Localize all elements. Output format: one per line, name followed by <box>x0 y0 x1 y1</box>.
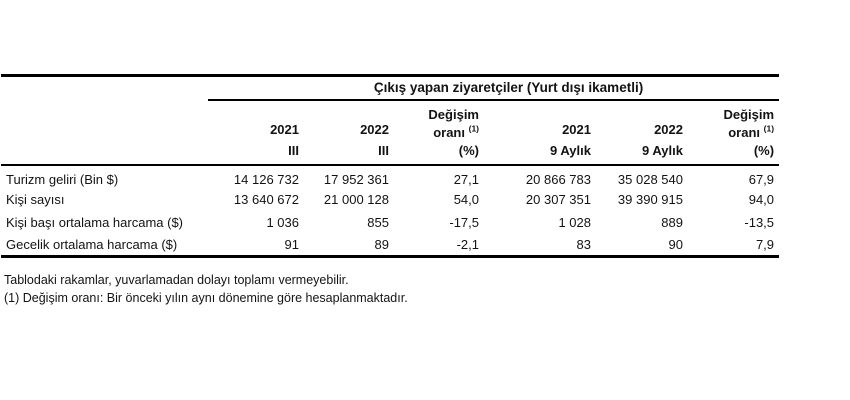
footnote-marker: (1) <box>763 123 775 134</box>
cell-value: -13,5 <box>744 214 775 230</box>
column-header-line2: (%) <box>458 142 479 158</box>
table-row-average-expenditure-per-night <box>1 234 779 257</box>
row-label: Gecelik ortalama harcama ($) <box>6 236 178 252</box>
cell-value: 20 866 783 <box>525 172 591 187</box>
column-header-row <box>1 100 779 165</box>
column-header-line2: III <box>288 142 299 158</box>
cell-value: 17 952 361 <box>323 172 389 187</box>
cell-value: 67,9 <box>748 172 775 187</box>
cell-value: 20 307 351 <box>525 191 591 207</box>
table-row-average-expenditure-per-capita <box>1 211 779 234</box>
column-header-line1: 2022 <box>360 121 389 137</box>
cell-value: 14 126 732 <box>233 172 299 187</box>
column-header-change-rate-9m <box>688 100 779 165</box>
column-header-2022-9m <box>596 100 688 165</box>
cell-value: 7,9 <box>755 236 775 252</box>
row-label: Kişi başı ortalama harcama ($) <box>6 214 184 230</box>
cell-value: 889 <box>661 214 683 230</box>
corner-cell <box>1 76 208 100</box>
column-header-2022-iii <box>304 100 394 165</box>
column-header-2021-9m <box>484 100 596 165</box>
column-header-line1: 2022 <box>654 121 683 137</box>
column-header-line1b: oranı $^{(1)}$ <box>433 123 479 140</box>
column-header-line1: Değişim <box>428 106 479 122</box>
table-footnotes <box>4 272 408 307</box>
row-label: Turizm geliri (Bin $) <box>6 172 119 187</box>
label-column-header <box>1 100 208 165</box>
column-header-line1: 2021 <box>270 121 299 137</box>
footnote-marker: (1) <box>468 123 479 134</box>
cell-value: 27,1 <box>453 172 479 187</box>
tourism-statistics-table <box>1 74 779 258</box>
column-header-line1b: oranı $^{(1)}$ <box>728 123 775 140</box>
cell-value: -2,1 <box>456 236 479 252</box>
table-row-number-of-persons <box>1 188 779 211</box>
cell-value: -17,5 <box>449 214 479 230</box>
span-header-row <box>1 76 779 100</box>
column-header-change-rate-q <box>394 100 484 165</box>
cell-value: 855 <box>367 214 389 230</box>
cell-value: 94,0 <box>748 191 775 207</box>
cell-value: 21 000 128 <box>323 191 389 207</box>
cell-value: 89 <box>374 236 389 252</box>
column-header-2021-iii <box>208 100 304 165</box>
cell-value: 35 028 540 <box>617 172 683 187</box>
footnote-rounding: Tablodaki rakamlar, yuvarlamadan dolayı toplamı vermeyebilir. <box>4 273 349 287</box>
cell-value: 91 <box>284 236 299 252</box>
cell-value: 1 028 <box>558 214 591 230</box>
table-row-tourism-income <box>1 165 779 188</box>
column-header-line2: 9 Aylık <box>550 142 591 158</box>
cell-value: 90 <box>668 236 683 252</box>
cell-value: 1 036 <box>266 214 299 230</box>
column-header-line1: 2021 <box>562 121 591 137</box>
column-header-line2: (%) <box>753 142 775 158</box>
cell-value: 54,0 <box>453 191 479 207</box>
footnote-change-rate: (1) Değişim oranı: Bir önceki yılın aynı dönemine göre hesaplanmaktadır. <box>4 290 408 305</box>
column-header-line1: Değişim <box>723 106 775 122</box>
table-span-header: Çıkış yapan ziyaretçiler (Yurt dışı ikametli) <box>208 76 779 100</box>
column-header-line2: 9 Aylık <box>642 142 683 158</box>
cell-value: 83 <box>576 236 591 252</box>
cell-value: 13 640 672 <box>233 191 299 207</box>
cell-value: 39 390 915 <box>617 191 683 207</box>
column-header-line2: III <box>378 142 389 158</box>
row-label: Kişi sayısı <box>6 191 65 207</box>
